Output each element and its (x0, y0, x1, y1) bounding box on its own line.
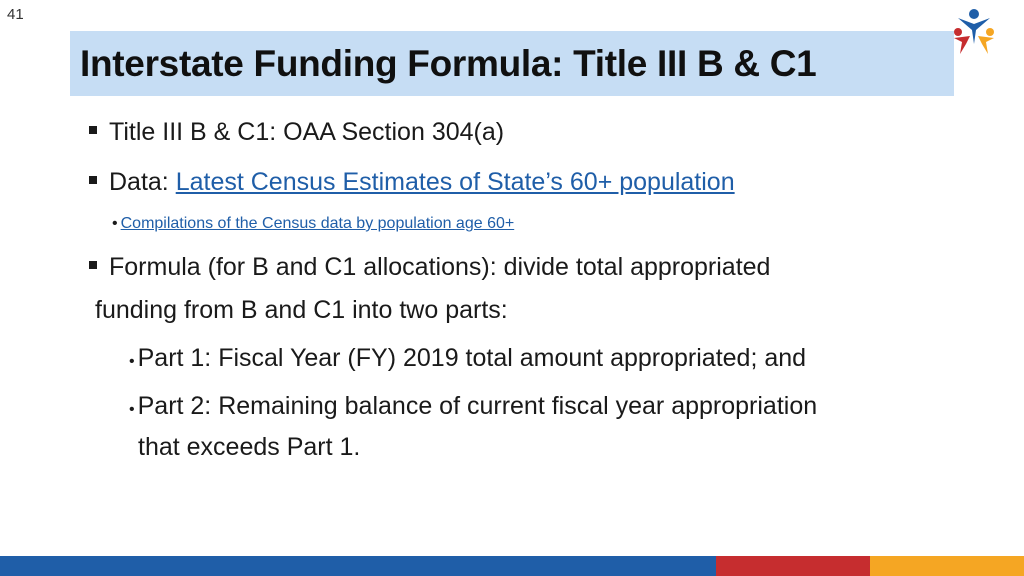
bullet-text: Part 1: Fiscal Year (FY) 2019 total amount appropriated; and (137, 344, 807, 372)
sub-bullet-compilations (112, 215, 514, 233)
compilations-link[interactable]: Compilations of the Census data by population age 60+ (120, 215, 515, 232)
bullet-section (89, 118, 504, 147)
page-title: Interstate Funding Formula: Title III B & C1 (80, 42, 817, 84)
bullet-text: Title III B & C1: OAA Section 304(a) (109, 118, 505, 146)
sub-bullet-part1 (129, 344, 806, 373)
census-estimates-link[interactable]: Latest Census Estimates of State’s 60+ population (175, 168, 735, 196)
square-bullet-icon (89, 126, 97, 134)
footer-color-bar (0, 556, 1024, 576)
bullet-formula (89, 253, 770, 282)
bullet-data (89, 168, 735, 197)
bullet-formula-continued: funding from B and C1 into two parts: (95, 296, 508, 324)
square-bullet-icon (89, 261, 97, 269)
footer-bar-gold (870, 556, 1024, 576)
dot-bullet-icon: • (112, 215, 118, 232)
square-bullet-icon (89, 176, 97, 184)
bullet-prefix: Data: (109, 168, 176, 196)
sub-bullet-part2-continued: that exceeds Part 1. (138, 433, 361, 461)
footer-bar-red (716, 556, 870, 576)
bullet-text: Part 2: Remaining balance of current fiscal year appropriation (137, 392, 818, 420)
footer-bar-blue (0, 556, 716, 576)
dot-bullet-icon: • (129, 353, 135, 370)
dot-bullet-icon: • (129, 401, 135, 418)
bullet-text: Formula (for B and C1 allocations): divide total appropriated (109, 253, 771, 281)
slide-number: 41 (7, 6, 24, 23)
sub-bullet-part2 (129, 392, 817, 421)
